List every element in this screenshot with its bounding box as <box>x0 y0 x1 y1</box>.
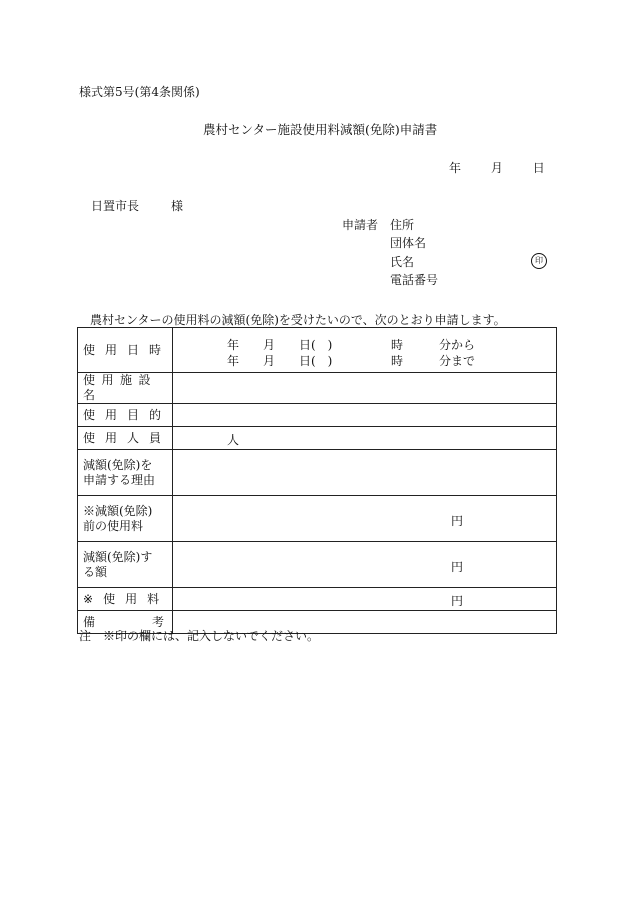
date-year: 年 <box>449 161 462 175</box>
addressee-name: 日置市長 <box>91 199 140 213</box>
table-row-persons <box>78 427 557 450</box>
field-persons[interactable] <box>173 427 557 450</box>
table-row-facility <box>78 373 557 404</box>
end-hour: 時 <box>391 354 404 368</box>
label-fee <box>78 588 173 611</box>
applicant-phone-label: 電話番号 <box>390 273 439 287</box>
date-day: 日 <box>532 161 545 175</box>
end-year: 年 <box>227 354 240 368</box>
end-month: 月 <box>263 354 276 368</box>
document-title: 農村センター施設使用料減額(免除)申請書 <box>203 122 438 137</box>
label-reason-line1: 減額(免除)を <box>83 457 153 472</box>
field-usage-datetime[interactable] <box>173 328 557 373</box>
footnote: 注 ※印の欄には、記入しないでください。 <box>79 629 320 643</box>
applicant-label: 申請者 <box>342 218 379 232</box>
label-reason <box>78 450 173 496</box>
form-code: 様式第5号(第4条関係) <box>79 85 200 99</box>
start-suffix: 分から <box>439 338 476 352</box>
pre-fee-unit: 円 <box>451 514 464 528</box>
label-pre-fee-line1: ※減額(免除) <box>83 503 153 518</box>
label-usage-datetime: 使用日時 <box>78 328 173 373</box>
label-reduction-line1: 減額(免除)す <box>83 549 153 564</box>
field-reduction[interactable] <box>173 542 557 588</box>
table-row-purpose <box>78 404 557 427</box>
field-fee[interactable] <box>173 588 557 611</box>
start-day: 日( ) <box>299 338 333 352</box>
persons-unit: 人 <box>227 433 240 447</box>
field-reason[interactable] <box>173 450 557 496</box>
applicant-name-label: 氏名 <box>390 255 415 269</box>
applicant-group-label: 団体名 <box>390 236 427 250</box>
field-facility-name[interactable] <box>173 373 557 404</box>
fee-mark: ※ <box>83 591 94 606</box>
label-persons: 使用人員 <box>78 427 173 450</box>
label-reduction <box>78 542 173 588</box>
reduction-unit: 円 <box>451 560 464 574</box>
intro-statement: 農村センターの使用料の減額(免除)を受けたいので、次のとおり申請します。 <box>90 313 506 327</box>
field-purpose[interactable] <box>173 404 557 427</box>
applicant-address-label: 住所 <box>390 218 415 232</box>
addressee <box>91 199 183 213</box>
start-year: 年 <box>227 338 240 352</box>
fee-label: 使用料 <box>103 591 170 606</box>
table-row-reduction <box>78 542 557 588</box>
start-month: 月 <box>263 338 276 352</box>
label-pre-fee-line2: 前の使用料 <box>83 518 144 533</box>
application-table <box>77 327 557 634</box>
end-day: 日( ) <box>299 354 333 368</box>
field-pre-fee[interactable] <box>173 496 557 542</box>
end-suffix: 分まで <box>439 354 476 368</box>
fee-unit: 円 <box>451 594 464 608</box>
start-hour: 時 <box>391 338 404 352</box>
date-line <box>449 161 545 175</box>
table-row-reason <box>78 450 557 496</box>
table-row-usage-datetime <box>78 328 557 373</box>
addressee-honorific: 様 <box>171 199 184 213</box>
date-month: 月 <box>490 161 503 175</box>
label-reason-line2: 申請する理由 <box>83 472 156 487</box>
table-row-fee <box>78 588 557 611</box>
remarks-right: 考 <box>151 614 164 629</box>
table-row-pre-fee <box>78 496 557 542</box>
label-purpose: 使用目的 <box>78 404 173 427</box>
seal-mark: 印 <box>531 253 547 269</box>
remarks-left: 備 <box>83 614 96 629</box>
label-reduction-line2: る額 <box>83 564 108 579</box>
label-facility-name: 使用施設名 <box>78 373 173 404</box>
label-pre-fee <box>78 496 173 542</box>
